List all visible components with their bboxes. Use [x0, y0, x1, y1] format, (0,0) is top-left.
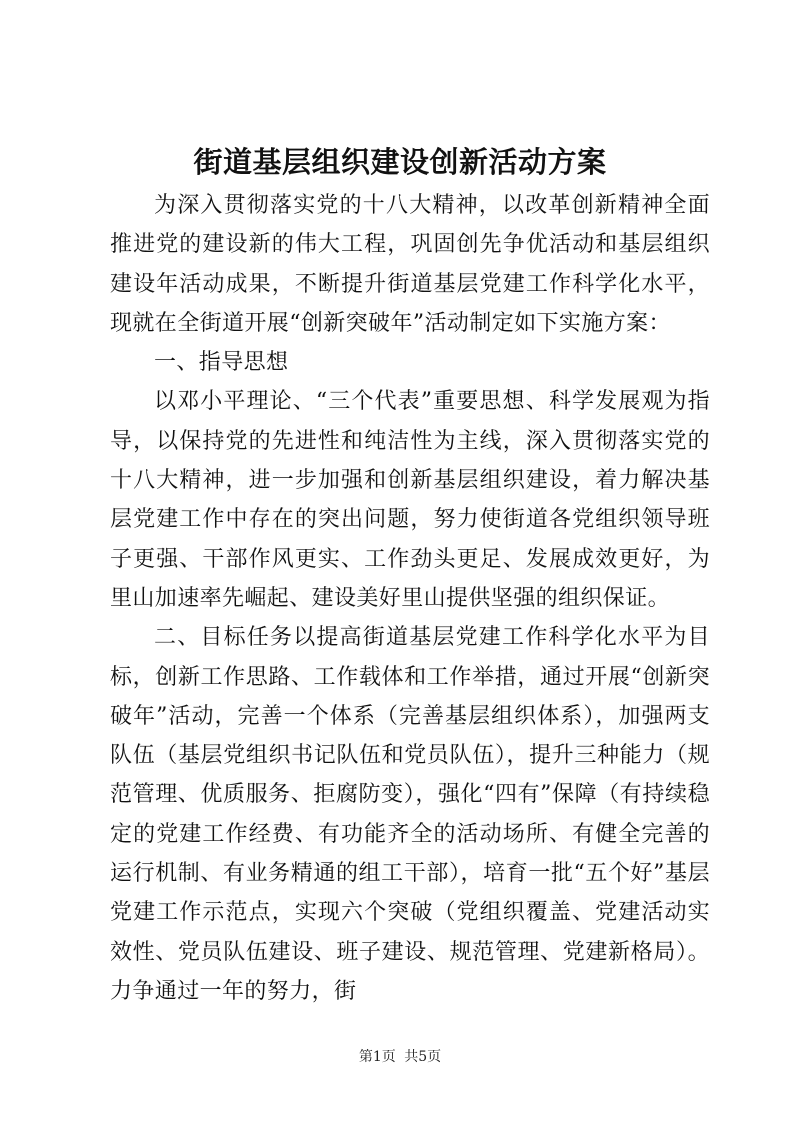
- page-footer: [0, 1047, 800, 1067]
- document-body: [110, 186, 710, 1011]
- document-title: 街道基层组织建设创新活动方案: [193, 145, 607, 179]
- paragraph-guiding-ideology: 以邓小平理论、“三个代表”重要思想、科学发展观为指导，以保持党的先进性和纯洁性为主线，深入贯彻落实党的十八大精神，进一步加强和创新基层组织建设，着力解决基层党建工作中存在的突出问题，努力使街道各党组织领导班子更强、干部作风更实、工作劲头更足、发展成效更好，为里山加速率先崛起、建设美好里山提供坚强的组织保证。: [110, 389, 710, 611]
- paragraph-intro: 为深入贯彻落实党的十八大精神，以改革创新精神全面推进党的建设新的伟大工程，巩固创先争优活动和基层组织建设年活动成果，不断提升街道基层党建工作科学化水平，现就在全街道开展“创新突破年”活动制定如下实施方案：: [110, 193, 710, 336]
- total-pages: 共5页: [404, 1049, 442, 1065]
- section-heading-guiding-ideology: 一、指导思想: [154, 350, 289, 376]
- page-number: 第1页: [358, 1049, 396, 1065]
- paragraph-goals-tasks: 二、目标任务以提高街道基层党建工作科学化水平为目标，创新工作思路、工作载体和工作举措，通过开展“创新突破年”活动，完善一个体系（完善基层组织体系），加强两支队伍（基层党组织书记队伍和党员队伍），提升三种能力（规范管理、优质服务、拒腐防变），强化“四有”保障（有持续稳定的党建工作经费、有功能齐全的活动场所、有健全完善的运行机制、有业务精通的组工干部），培育一批“五个好”基层党建工作示范点，实现六个突破（党组织覆盖、党建活动实效性、党员队伍建设、班子建设、规范管理、党建新格局）。力争通过一年的努力，街: [110, 625, 710, 1004]
